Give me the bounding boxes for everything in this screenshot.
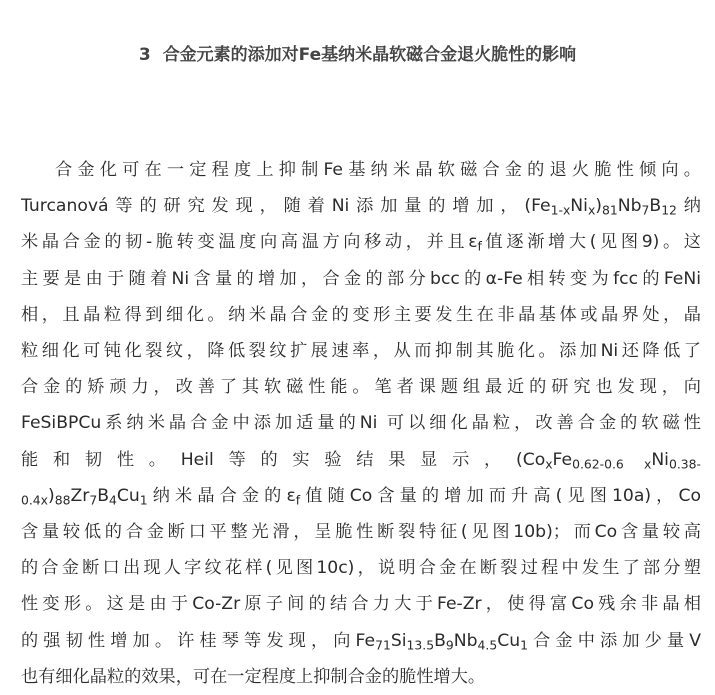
subscript-text: f: [477, 240, 482, 255]
paragraph-line: [21, 550, 701, 586]
line-text: 主要是由于随着Ni含量的增加，合金的部分bcc的α-Fe相转变为fcc的FeNi: [21, 268, 701, 289]
paragraph-line: [21, 623, 701, 659]
line-text: Cu: [116, 485, 140, 506]
paragraph-line: [21, 333, 701, 369]
subscript-text: 12: [661, 203, 677, 218]
paragraph-line: [21, 442, 701, 478]
paragraph-line: [21, 405, 701, 441]
section-title: 合金元素的添加对Fe基纳米晶软磁合金退火脆性的影响: [162, 45, 577, 65]
subscript-text: 7: [89, 493, 98, 508]
line-text: Nb: [453, 630, 478, 651]
line-text: 值随Co含量的增加而升高(见图10a)，Co: [300, 485, 701, 506]
paragraph-line: [21, 297, 701, 333]
paragraph-line: [21, 659, 701, 695]
subscript-text: 4.5: [477, 638, 498, 653]
line-text: 合金化可在一定程度上抑制Fe基纳米晶软磁合金的退火脆性倾向。: [55, 160, 701, 180]
paragraph-line: [21, 261, 701, 297]
subscript-text: 1: [520, 638, 528, 653]
line-text: B: [649, 196, 662, 217]
line-text: B: [97, 485, 109, 506]
subscript-text: 7: [641, 203, 650, 218]
line-text: Ni: [651, 449, 669, 470]
paragraph-line: [21, 224, 701, 260]
subscript-text: 0.4x: [21, 493, 49, 508]
line-text: Si: [390, 630, 407, 651]
line-text: 合金的矫顽力，改善了其软磁性能。笔者课题组最近的研究也发现，向: [21, 377, 701, 398]
subscript-text: 9: [445, 638, 454, 653]
line-text: ): [48, 485, 55, 506]
line-text: 值逐渐增大(见图9)。这: [481, 232, 701, 253]
subscript-text: 0.62-0.6: [572, 457, 624, 472]
line-text: 也有细化晶粒的效果，可在一定程度上抑制合金的脆性增大。: [21, 666, 486, 687]
subscript-text: x: [587, 203, 596, 218]
section-heading: [0, 40, 715, 65]
line-text: FeSiBPCu系纳米晶合金中添加适量的Ni 可以细化晶粒，改善合金的软磁性: [21, 413, 701, 434]
line-text: B: [434, 630, 446, 651]
line-text: Cu: [497, 630, 521, 651]
line-text: 含量较低的合金断口平整光滑，呈脆性断裂特征(见图10b)；而Co含量较高: [21, 522, 701, 542]
line-text: 性变形。这是由于Co-Zr原子间的结合力大于Fe-Zr，使得富Co残余非晶相: [21, 594, 701, 615]
line-text: 粒细化可钝化裂纹，降低裂纹扩展速率，从而抑制其脆化。添加Ni还降低了: [21, 341, 701, 361]
subscript-text: x: [644, 457, 652, 472]
line-text: Fe: [552, 449, 573, 470]
paragraph-line: [21, 369, 701, 405]
subscript-text: f: [295, 493, 301, 508]
line-text: Turcanová等的研究发现，随着Ni添加量的增加，(Fe: [21, 196, 551, 217]
subscript-text: 1-x: [550, 203, 571, 218]
subscript-text: 0.38-: [668, 457, 701, 472]
line-text: 相，且晶粒得到细化。纳米晶合金的变形主要发生在非晶基体或晶界处，晶: [21, 304, 701, 325]
line-text: 合金中添加少量V: [528, 630, 701, 651]
subscript-text: 4: [109, 493, 117, 508]
section-number: 3: [138, 45, 151, 65]
line-text: 的合金断口出现人字纹花样(见图10c)，说明合金在断裂过程中发生了部分塑: [21, 558, 701, 579]
line-text: [624, 450, 644, 470]
paragraph-line: [21, 152, 701, 188]
line-text: 纳: [676, 196, 701, 217]
subscript-text: 1: [139, 493, 148, 508]
paragraph-line: [21, 188, 701, 224]
subscript-text: x: [545, 457, 553, 472]
line-text: Zr: [70, 485, 90, 506]
line-text: Ni: [570, 196, 588, 217]
line-text: Nb: [617, 196, 642, 217]
line-text: 米晶合金的韧-脆转变温度向高温方向移动，并且ε: [21, 232, 478, 253]
paragraph-line: [21, 586, 701, 622]
line-text: 纳米晶合金的ε: [147, 485, 296, 506]
subscript-text: 81: [601, 203, 618, 218]
paragraph-line: [21, 514, 701, 550]
paragraph-line: [21, 478, 701, 514]
subscript-text: 71: [375, 638, 391, 653]
subscript-text: 88: [54, 493, 71, 508]
subscript-text: 13.5: [406, 638, 435, 653]
line-text: 的强韧性增加。许桂琴等发现，向Fe: [21, 630, 376, 651]
line-text: 能和韧性。Heil等的实验结果显示，(Co: [21, 449, 546, 470]
line-text: ): [595, 196, 602, 217]
